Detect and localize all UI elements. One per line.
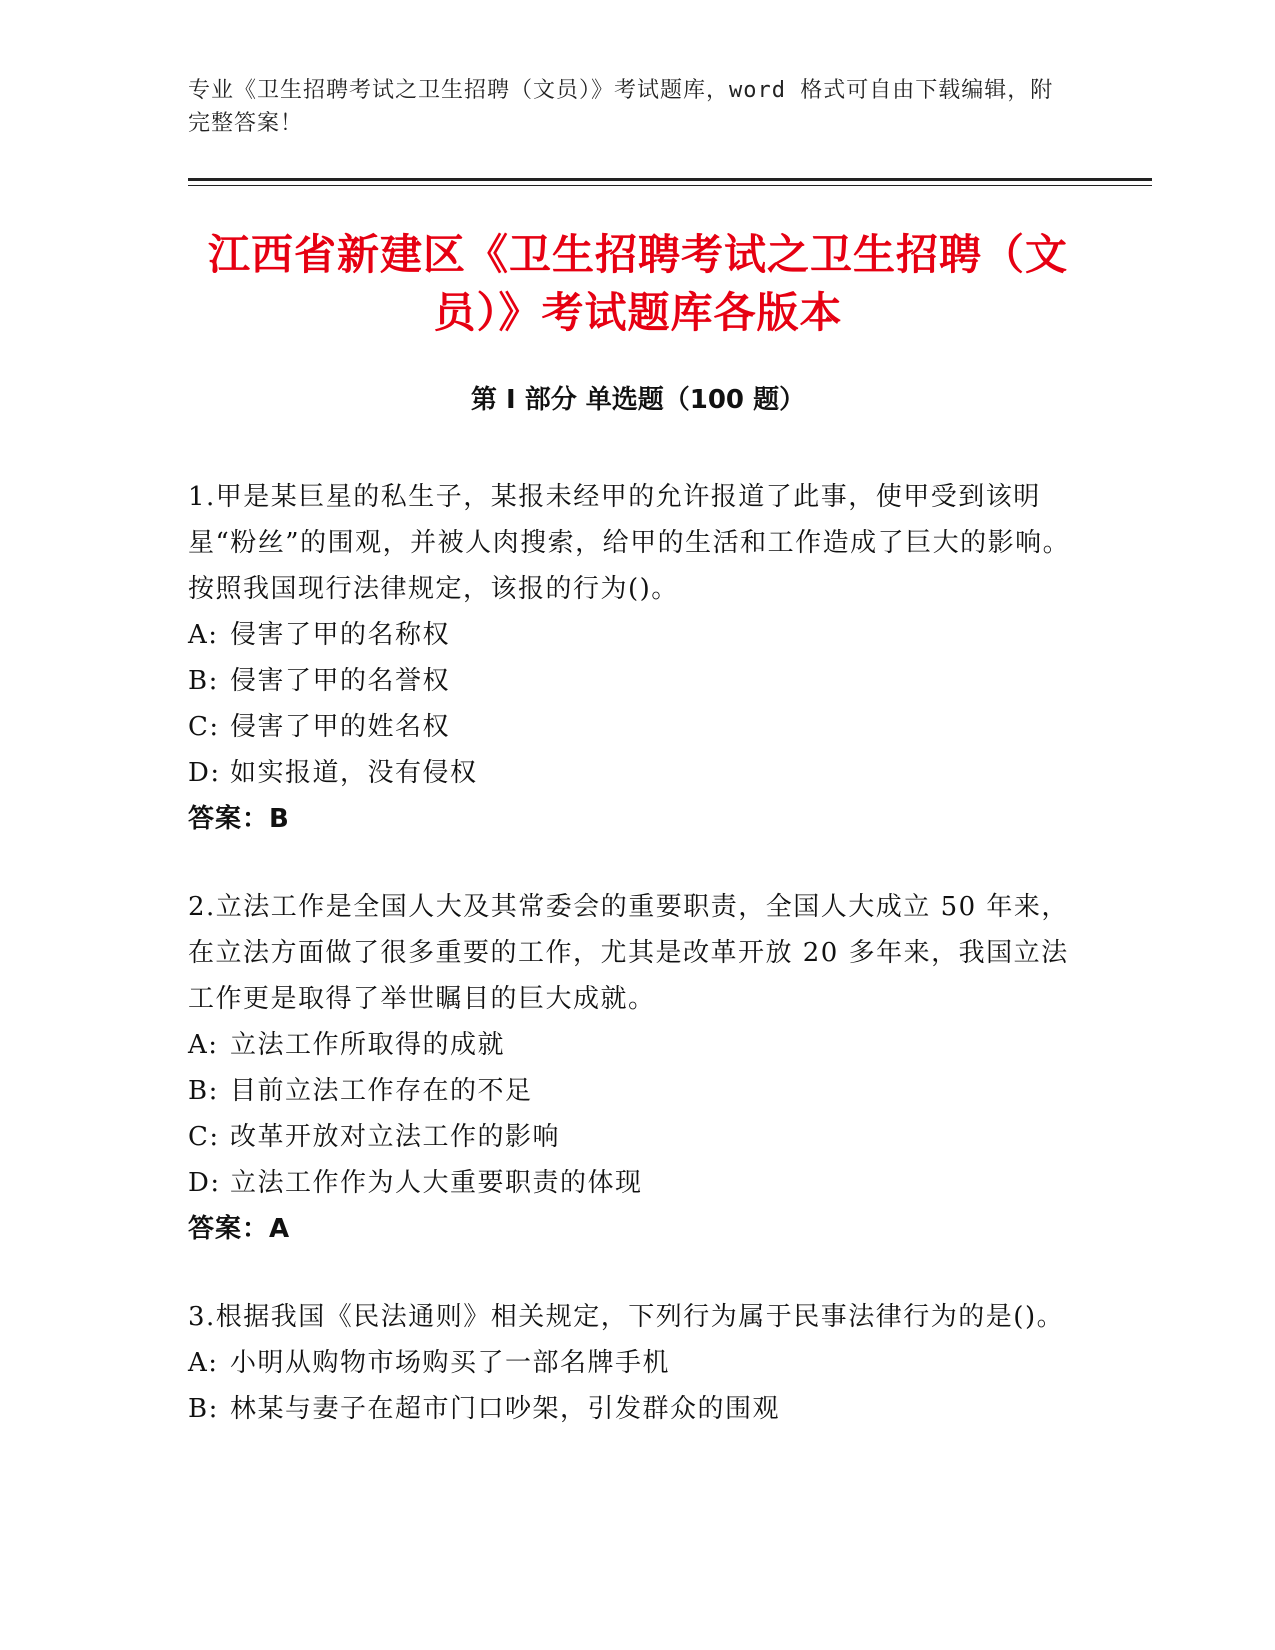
question-stem: 2.立法工作是全国人大及其常委会的重要职责，全国人大成立 50 年来，在立法方面做了很多重要的工作，尤其是改革开放 20 多年来，我国立法工作更是取得了举世瞩目的巨大成就。: [188, 892, 1069, 1014]
option-b: [188, 1386, 1078, 1432]
option-b: [188, 1068, 1078, 1114]
question-2: [188, 884, 1078, 1252]
option-key: C:: [188, 1122, 220, 1152]
option-c: [188, 1114, 1078, 1160]
option-text: 侵害了甲的姓名权: [230, 712, 451, 742]
option-text: 侵害了甲的名称权: [230, 620, 451, 650]
section-heading: 第 I 部分 单选题（100 题）: [470, 385, 806, 415]
header-divider-thin: [188, 185, 1152, 186]
option-text: 小明从购物市场购买了一部名牌手机: [230, 1348, 671, 1378]
option-key: B:: [188, 1394, 219, 1424]
option-b: [188, 658, 1078, 704]
option-c: [188, 704, 1078, 750]
header-divider: [188, 178, 1152, 181]
option-key: D:: [188, 758, 221, 788]
answer-line: 答案：A: [188, 1214, 291, 1244]
option-key: C:: [188, 712, 220, 742]
option-key: B:: [188, 666, 219, 696]
option-a: [188, 1022, 1078, 1068]
header-note: 专业《卫生招聘考试之卫生招聘（文员）》考试题库，word 格式可自由下载编辑，附完整答案！: [188, 78, 1054, 136]
question-stem: 3.根据我国《民法通则》相关规定，下列行为属于民事法律行为的是()。: [188, 1302, 1065, 1332]
option-d: [188, 1160, 1078, 1206]
option-text: 改革开放对立法工作的影响: [230, 1122, 561, 1152]
option-text: 目前立法工作存在的不足: [230, 1076, 533, 1106]
option-text: 如实报道，没有侵权: [230, 758, 478, 788]
option-text: 立法工作所取得的成就: [230, 1030, 506, 1060]
option-key: B:: [188, 1076, 219, 1106]
option-key: A:: [188, 620, 219, 650]
option-d: [188, 750, 1078, 796]
option-a: [188, 612, 1078, 658]
document-title: 江西省新建区《卫生招聘考试之卫生招聘（文员）》考试题库各版本: [207, 230, 1068, 337]
option-key: A:: [188, 1348, 219, 1378]
question-1: [188, 474, 1078, 842]
option-text: 立法工作作为人大重要职责的体现: [230, 1168, 643, 1198]
option-key: D:: [188, 1168, 221, 1198]
question-stem: 1.甲是某巨星的私生子，某报未经甲的允许报道了此事，使甲受到该明星“粉丝”的围观，并被人肉搜索，给甲的生活和工作造成了巨大的影响。按照我国现行法律规定，该报的行为()。: [188, 482, 1071, 604]
option-text: 侵害了甲的名誉权: [230, 666, 451, 696]
option-text: 林某与妻子在超市门口吵架，引发群众的围观: [230, 1394, 781, 1424]
answer-line: 答案：B: [188, 804, 290, 834]
option-key: A:: [188, 1030, 219, 1060]
question-3: [188, 1294, 1078, 1432]
option-a: [188, 1340, 1078, 1386]
